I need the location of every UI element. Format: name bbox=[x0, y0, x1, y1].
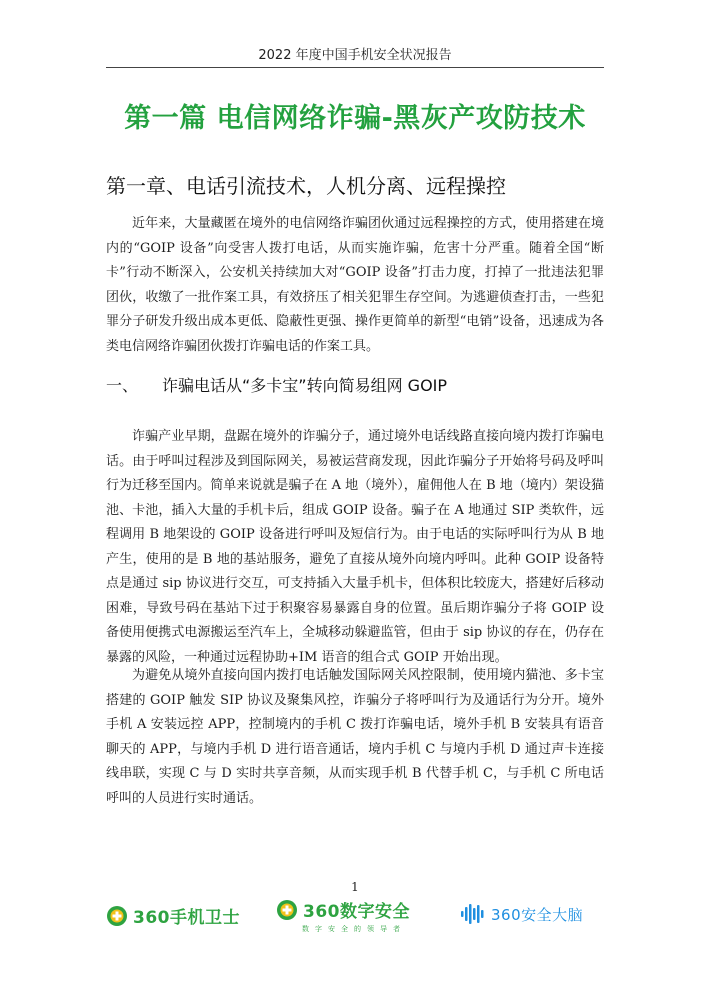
body-paragraph-1: 近年来，大量藏匿在境外的电信网络诈骗团伙通过远程操控的方式，使用搭建在境内的“GOIP 设备”向受害人拨打电话，从而实施诈骗，危害十分严重。随着全国“断卡”行动不断深入，公安机关持续加大对“GOIP 设备”打击力度，打掉了一批违法犯罪团伙，收缴了一批作案工具，有效挤压了相关犯罪生存空间。为逃避侦查打击，一些犯罪分子研发升级出成本更低、隐蔽性更强、操作更简单的新型“电销”设备，迅速成为各类电信网络诈骗团伙拨打诈骗电话的作案工具。 bbox=[106, 216, 604, 354]
section-heading bbox=[106, 373, 604, 396]
logo3-label: 360安全大脑 bbox=[491, 905, 584, 924]
section-title: 诈骗电话从“多卡宝”转向简易组网 GOIP bbox=[162, 376, 448, 395]
logo2-tagline: 数字安全的领导者 bbox=[302, 925, 406, 933]
logo-360-security-brain bbox=[460, 903, 583, 925]
logo-360-mobile-guard bbox=[106, 903, 240, 928]
section-number: 一、 bbox=[106, 376, 139, 395]
logo1-label: 360手机卫士 bbox=[133, 908, 240, 928]
running-header: 2022 年度中国手机安全状况报告 bbox=[258, 48, 452, 63]
body-paragraph-3: 为避免从境外直接向国内拨打电话触发国际网关风控限制，使用境内猫池、多卡宝搭建的 GOIP 触发 SIP 协议及聚集风控，诈骗分子将呼叫行为及通话行为分开。境外手机 A 安装远控 APP，控制境内的手机 C 拨打诈骗电话，境外手机 B 安装具有语音聊天的 APP，与境内手机 D 进行语音通话，境内手机 C 与境内手机 D 通过声卡连接线串联，实现 C 与 D 实时共享音频，从而实现手机 B 代替手机 C，与手机 C 所电话呼叫的人员进行实时通话。 bbox=[106, 668, 604, 806]
part-title: 第一篇 电信网络诈骗-黑灰产攻防技术 bbox=[124, 103, 586, 134]
logo2-label: 360数字安全 bbox=[303, 902, 410, 922]
footer-logos bbox=[0, 895, 710, 955]
header-divider bbox=[106, 67, 604, 68]
page-number: 1 bbox=[351, 880, 359, 894]
body-paragraph-2: 诈骗产业早期，盘踞在境外的诈骗分子，通过境外电话线路直接向境内拨打诈骗电话。由于呼叫过程涉及到国际网关，易被运营商发现，因此诈骗分子开始将号码及呼叫行为迁移至国内。简单来说就是骗子在 A 地（境外），雇佣他人在 B 地（境内）架设猫池、卡池，插入大量的手机卡后，组成 GOIP 设备。骗子在 A 地通过 SIP 类软件，远程调用 B 地架设的 GOIP 设备进行呼叫及短信行为。由于电话的实际呼叫行为从 B 地产生，使用的是 B 地的基站服务，避免了直接从境外向境内呼叫。此种 GOIP 设备特点是通过 sip 协议进行交互，可支持插入大量手机卡，但体积比较庞大，搭建好后移动困难，导致号码在基站下过于积聚容易暴露自身的位置。虽后期诈骗分子将 GOIP 设备使用便携式电源搬运至汽车上，全城移动躲避监管，但由于 sip 协议的存在，仍存在暴露的风险，一种通过远程协助+IM 语音的组合式 GOIP 开始出现。 bbox=[106, 429, 604, 665]
logo-360-digital-security bbox=[276, 897, 410, 934]
chapter-title: 第一章、电话引流技术，人机分离、远程操控 bbox=[106, 174, 506, 198]
shield-plus-icon bbox=[106, 905, 128, 927]
sound-wave-icon bbox=[460, 903, 486, 925]
shield-plus-icon bbox=[276, 899, 298, 921]
